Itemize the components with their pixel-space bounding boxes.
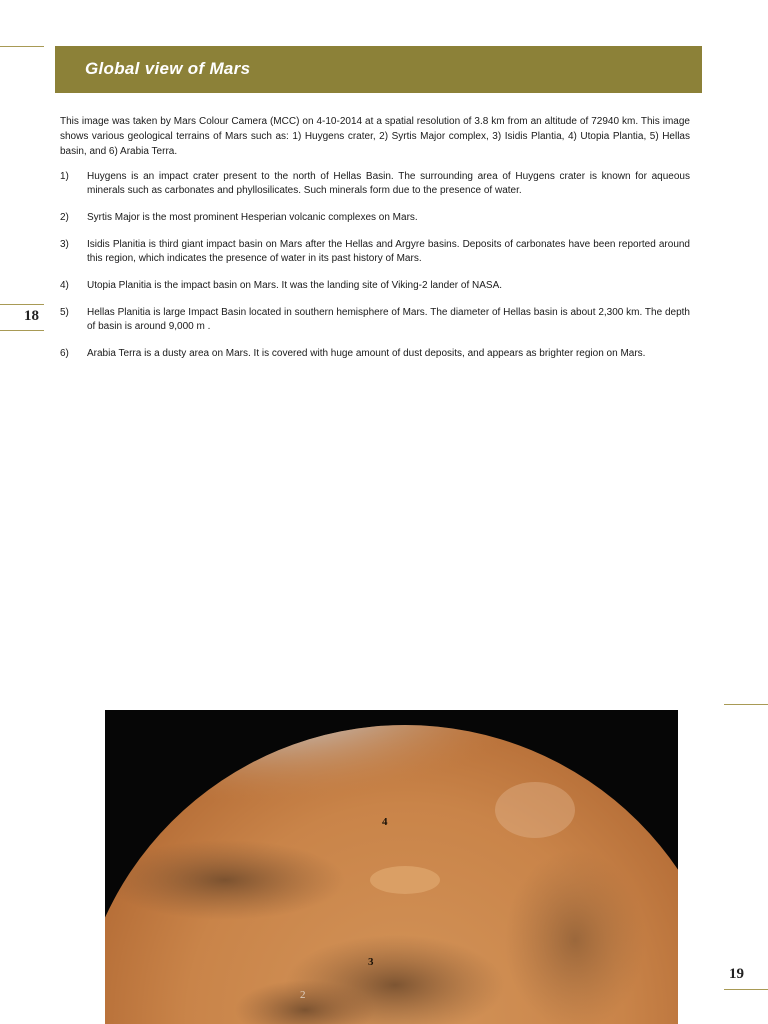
- list-item-text: Syrtis Major is the most prominent Hesperian volcanic complexes on Mars.: [87, 212, 418, 223]
- right-top-rule: [724, 704, 768, 705]
- terrain-list: [60, 170, 690, 374]
- list-item-number: 6): [60, 348, 69, 359]
- mars-global-image: [105, 710, 678, 1024]
- left-page-number-rule-bottom: [0, 330, 44, 331]
- top-left-rule: [0, 46, 44, 47]
- list-item-number: 2): [60, 212, 69, 223]
- list-item: [60, 279, 690, 293]
- right-page-number-rule-bottom: [724, 989, 768, 990]
- list-item-text: Arabia Terra is a dusty area on Mars. It is covered with huge amount of dust deposits, and appears as brighter region on Mars.: [87, 348, 646, 359]
- left-page-number: 18: [24, 308, 39, 324]
- page-title: Global view of Mars: [85, 59, 251, 78]
- list-item-text: Hellas Planitia is large Impact Basin located in southern hemisphere of Mars. The diameter of Hellas basin is about 2,300 km. The depth of basin is around 9,000 m .: [87, 307, 690, 332]
- left-page-number-rule-top: [0, 304, 44, 305]
- terrain-label-2: 2: [300, 989, 306, 1001]
- list-item-text: Utopia Planitia is the impact basin on Mars. It was the landing site of Viking-2 lander of NASA.: [87, 280, 503, 291]
- header-band: [55, 46, 702, 93]
- terrain-label-3: 3: [368, 956, 374, 968]
- list-item: [60, 347, 690, 361]
- mars-planet-illustration: [105, 710, 678, 1024]
- list-item-number: 3): [60, 239, 69, 250]
- list-item: [60, 211, 690, 225]
- list-item-text: Isidis Planitia is third giant impact basin on Mars after the Hellas and Argyre basins. Deposits of carbonates have been reported around this region, which indicates the presence of water in its past history of Mars.: [87, 239, 690, 264]
- list-item-number: 1): [60, 171, 69, 182]
- terrain-label-4: 4: [382, 816, 388, 828]
- list-item-number: 4): [60, 280, 69, 291]
- list-item: [60, 306, 690, 334]
- list-item-number: 5): [60, 307, 69, 318]
- intro-paragraph: This image was taken by Mars Colour Camera (MCC) on 4-10-2014 at a spatial resolution of 3.8 km from an altitude of 72940 km. This image shows various geological terrains of Mars such as: 1) Huygens crater, 2) Syrtis Major complex, 3) Isidis Plantia, 4) Utopia Plantia, 5) Hellas basin, and 6) Arabia Terra.: [60, 116, 690, 157]
- list-item: [60, 170, 690, 198]
- list-item-text: Huygens is an impact crater present to the north of Hellas Basin. The surrounding area of Huygens crater is known for aqueous minerals such as carbonates and phyllosilicates. Such minerals form due to the presence of water.: [87, 171, 690, 196]
- list-item: [60, 238, 690, 266]
- right-page-number: 19: [729, 966, 744, 982]
